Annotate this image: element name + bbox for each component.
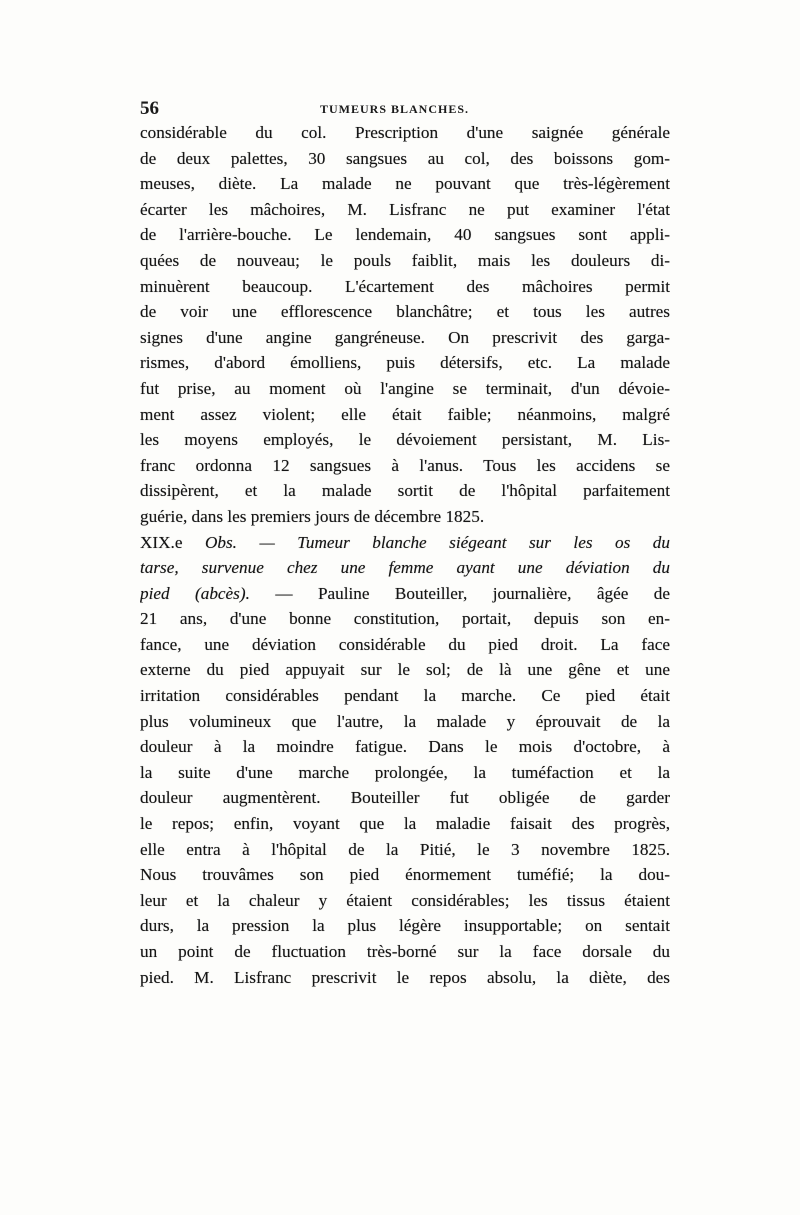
text-line: de l'arrière-bouche. Le lendemain, 40 sangsues sont appli- — [140, 225, 670, 245]
text-line: pied. M. Lisfranc prescrivit le repos absolu, la diète, des — [140, 967, 670, 987]
text-line: de deux palettes, 30 sangsues au col, des boissons gom- — [140, 148, 670, 168]
observation-heading-line-2: tarse, survenue chez une femme ayant une déviation du — [140, 558, 670, 578]
text-line: fance, une déviation considérable du pied droit. La face — [140, 634, 670, 654]
observation-title-end: pied (abcès). — [140, 583, 250, 603]
text-line: elle entra à l'hôpital de la Pitié, le 3 novembre 1825. — [140, 839, 670, 859]
text-line: meuses, diète. La malade ne pouvant que très-légèrement — [140, 174, 670, 194]
text-line: douleur augmentèrent. Bouteiller fut obligée de garder — [140, 788, 670, 808]
text-line: le repos; enfin, voyant que la maladie faisait des progrès, — [140, 814, 670, 834]
text-line: de voir une efflorescence blanchâtre; et tous les autres — [140, 302, 670, 322]
text-line: fut prise, au moment où l'angine se terminait, d'un dévoie- — [140, 378, 670, 398]
text-line: minuèrent beaucoup. L'écartement des mâchoires permit — [140, 276, 670, 296]
page-number: 56 — [140, 98, 159, 119]
text-line: Nous trouvâmes son pied énormement tuméfié; la dou- — [140, 865, 670, 885]
body-text — [140, 120, 670, 990]
text-line: dissipèrent, et la malade sortit de l'hôpital parfaitement — [140, 481, 670, 501]
text-line: durs, la pression la plus légère insupportable; on sentait — [140, 916, 670, 936]
text-line: douleur à la moindre fatigue. Dans le mois d'octobre, à — [140, 737, 670, 757]
observation-title: Obs. — Tumeur blanche siégeant sur les os du — [204, 532, 670, 552]
text-line: ment assez violent; elle était faible; néanmoins, malgré — [140, 404, 670, 424]
text-line: les moyens employés, le dévoiement persistant, M. Lis- — [140, 430, 670, 450]
observation-heading-line-1 — [140, 530, 670, 556]
text-line: plus volumineux que l'autre, la malade y éprouvait de la — [140, 711, 670, 731]
text-line: écarter les mâchoires, M. Lisfranc ne put examiner l'état — [140, 199, 670, 219]
text-line: irritation considérables pendant la marche. Ce pied était — [140, 686, 670, 706]
text-line: un point de fluctuation très-borné sur la face dorsale du — [140, 942, 670, 961]
observation-heading-line-3 — [140, 581, 670, 607]
page-header — [140, 98, 670, 120]
text-line: leur et la chaleur y étaient considérables; les tissus étaient — [140, 890, 670, 910]
text-line: externe du pied appuyait sur le sol; de là une gêne et une — [140, 660, 670, 680]
text-line: 21 ans, d'une bonne constitution, portait, depuis son en- — [140, 609, 670, 629]
text-line: signes d'une angine gangréneuse. On prescrivit des garga- — [140, 327, 670, 347]
text-line: franc ordonna 12 sangsues à l'anus. Tous les accidens se — [140, 455, 670, 475]
text-line-paragraph-end: guérie, dans les premiers jours de décembre 1825. — [140, 506, 485, 526]
text-line: considérable du col. Prescription d'une saignée générale — [140, 123, 670, 142]
text-line: quées de nouveau; le pouls faiblit, mais les douleurs di- — [140, 250, 670, 270]
running-head: TUMEURS BLANCHES. — [320, 102, 470, 116]
text-line: rismes, d'abord émolliens, puis détersifs, etc. La malade — [140, 353, 670, 373]
observation-number: XIX.e — [140, 532, 205, 552]
text-line: la suite d'une marche prolongée, la tuméfaction et la — [140, 762, 670, 782]
observation-intro: — Pauline Bouteiller, journalière, âgée de — [249, 583, 670, 603]
